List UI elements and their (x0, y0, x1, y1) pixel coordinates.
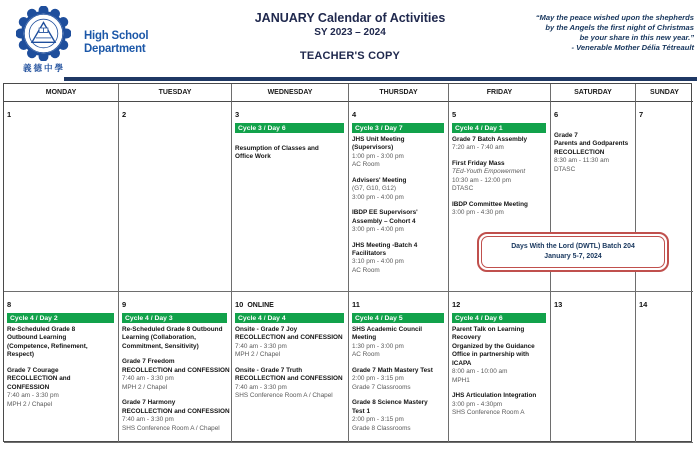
event-line: 3:00 pm - 4:30 pm (452, 209, 504, 217)
spacer (235, 136, 344, 145)
event-line: 3:00 pm - 4:00 pm (352, 193, 404, 201)
day-header-friday: FRIDAY (449, 84, 551, 102)
event-line: IBDP EE Supervisors' (352, 209, 418, 217)
event-line: Organized by the Guidance (452, 342, 535, 350)
day-number: 10 (235, 300, 244, 309)
calendar-cell-11 (349, 292, 449, 443)
calendar-cell-10 (232, 292, 349, 443)
quote-line-3: be your share in this new year.” (579, 33, 694, 43)
event-line: SHS Conference Room A / Chapel (122, 424, 220, 432)
event-line: MPH 2 / Chapel (122, 383, 168, 391)
event-entry (122, 358, 230, 392)
event-line: Office Work (235, 153, 271, 161)
day-line (452, 104, 546, 122)
day-number: 13 (554, 300, 563, 309)
calendar-cell-1 (4, 102, 119, 292)
event-entry (352, 326, 444, 360)
event-line: AC Room (352, 266, 380, 274)
dwtl-note-box (477, 232, 669, 272)
day-header-wednesday: WEDNESDAY (232, 84, 349, 102)
event-line: 2:00 pm - 3:15 pm (352, 416, 404, 424)
day-number: 7 (639, 110, 644, 119)
school-name-chinese: 義德中學 (22, 63, 65, 73)
event-line: ICAPA (452, 359, 472, 367)
quote-line-1: “May the peace wished upon the shepherds (535, 13, 694, 22)
calendar-cell-14 (636, 292, 693, 443)
event-line: Grade 7 Batch Assembly (452, 136, 528, 143)
event-entry (7, 367, 114, 409)
event-line: Grade 8 Science Mastery (352, 399, 428, 407)
event-entry (452, 136, 546, 153)
day-line (235, 294, 344, 312)
event-line: Test 1 (352, 407, 370, 415)
school-year: SY 2023 – 2024 (314, 27, 386, 38)
title-block (190, 11, 510, 62)
day-header-tuesday: TUESDAY (119, 84, 232, 102)
day-number: 9 (122, 300, 127, 309)
day-header-sunday: SUNDAY (636, 84, 693, 102)
event-line: 7:40 am - 3:30 pm (235, 342, 287, 350)
calendar-cell-3 (232, 102, 349, 292)
event-line: Parents and Godparents (554, 140, 629, 148)
school-seal-icon (16, 6, 71, 61)
event-line: Office in partnership with (452, 351, 530, 359)
copy-label: TEACHER'S COPY (299, 50, 401, 62)
event-line: 7:40 am - 3:30 pm (122, 375, 174, 383)
event-line: JHS Meeting -Batch 4 (352, 241, 418, 249)
event-line: DTASC (554, 165, 576, 173)
day-number: 6 (554, 110, 559, 119)
event-entry (554, 132, 631, 174)
event-line: Facilitators (352, 249, 387, 257)
event-entry (352, 242, 444, 276)
event-line: Grade 7 Freedom (122, 358, 175, 366)
cycle-day-banner: Cycle 4 / Day 4 (235, 313, 344, 323)
event-line: RECOLLECTION (554, 148, 605, 156)
event-line: Commitment, Sensitivity) (122, 342, 199, 350)
day-number: 2 (122, 110, 127, 119)
dwtl-note-line1: Days With the Lord (DWTL) Batch 204 (511, 243, 635, 251)
quote-line-2: by the Angels the first night of Christmas (545, 23, 694, 33)
event-line: AC Room (352, 351, 380, 359)
event-line: SHS Conference Room A / Chapel (235, 392, 333, 400)
event-line: 3:00 pm - 4:00 pm (352, 226, 404, 234)
event-entry (235, 367, 344, 401)
event-line: 7:40 am - 3:30 pm (235, 383, 287, 391)
event-line: AC Room (352, 161, 380, 169)
calendar-cell-12 (449, 292, 551, 443)
event-line: Recovery (452, 334, 481, 342)
event-line: RECOLLECTION and CONFESSION (122, 407, 230, 415)
event-line: 2:00 pm - 3:15 pm (352, 375, 404, 383)
dwtl-note-line2: January 5-7, 2024 (544, 253, 602, 260)
event-line: Outbound Learning (7, 334, 67, 342)
calendar-cell-9 (119, 292, 232, 443)
event-line: 8:30 am - 11:30 am (554, 157, 609, 165)
event-line: TEd-Youth Empowerment (452, 168, 526, 176)
day-header-thursday: THURSDAY (349, 84, 449, 102)
cycle-day-banner: Cycle 3 / Day 7 (352, 123, 444, 133)
calendar-cell-13 (551, 292, 636, 443)
event-entry (235, 326, 344, 360)
cycle-day-banner: Cycle 4 / Day 5 (352, 313, 444, 323)
department-line2: Department (84, 40, 146, 55)
event-line: Parent Talk on Learning (452, 326, 525, 333)
quote-attribution: - Venerable Mother Délia Tétreault (571, 43, 694, 53)
day-line (639, 294, 689, 312)
day-line (352, 104, 444, 122)
event-line: 1:00 pm - 3:00 pm (352, 152, 404, 160)
event-line: 7:40 am - 3:30 pm (122, 416, 174, 424)
day-number: 1 (7, 110, 12, 119)
day-number: 4 (352, 110, 357, 119)
event-line: 3:10 pm - 4:00 pm (352, 258, 404, 266)
calendar-cell-4 (349, 102, 449, 292)
day-number: 3 (235, 110, 240, 119)
calendar-cell-8 (4, 292, 119, 443)
event-entry (352, 177, 444, 202)
event-line: Grade 7 Courage (7, 366, 59, 374)
header-divider (64, 77, 697, 81)
event-line: 7:40 am - 3:30 pm (7, 392, 59, 400)
event-line: RECOLLECTION and (7, 375, 71, 383)
event-entry (122, 326, 227, 351)
event-line: RECOLLECTION and CONFESSION (235, 375, 343, 383)
event-entry (122, 399, 230, 433)
day-line (7, 294, 114, 312)
event-line: 10:30 am - 12:00 pm (452, 176, 511, 184)
event-entry (7, 326, 114, 360)
event-line: (Competence, Refinement, (7, 342, 88, 350)
calendar-cell-2 (119, 102, 232, 292)
event-line: MPH1 (452, 376, 470, 384)
dwtl-note-inner (481, 236, 665, 268)
day-number: 12 (452, 300, 461, 309)
event-line: Resumption of Classes and (235, 145, 319, 152)
event-line: MPH 2 / Chapel (235, 351, 281, 359)
day-number: 8 (7, 300, 12, 309)
event-line: IBDP Committee Meeting (452, 200, 528, 208)
event-line: Onsite - Grade 7 Truth (235, 366, 303, 374)
cycle-day-banner: Cycle 4 / Day 1 (452, 123, 546, 133)
event-line: SHS Conference Room A (452, 409, 525, 417)
event-line: RECOLLECTION and CONFESSION (122, 366, 230, 374)
cycle-day-banner: Cycle 4 / Day 6 (452, 313, 546, 323)
event-line: 1:30 pm - 3:00 pm (352, 342, 404, 350)
event-entry (352, 209, 444, 234)
event-line: Learning (Collaboration, (122, 334, 196, 342)
day-line (122, 294, 227, 312)
event-line: JHS Unit Meeting (352, 136, 405, 143)
event-line: Re-Scheduled Grade 8 Outbound (122, 326, 223, 333)
event-line: Grade 7 Classrooms (352, 383, 411, 391)
event-entry (452, 201, 546, 218)
event-line: JHS Articulation Integration (452, 392, 537, 400)
event-line: First Friday Mass (452, 159, 505, 167)
event-line: Assembly – Cohort 4 (352, 217, 416, 225)
event-line: SHS Academic Council (352, 326, 423, 333)
event-line: Grade 8 Classrooms (352, 424, 411, 432)
event-line: Onsite - Grade 7 Joy (235, 326, 298, 333)
event-line: 3:00 pm - 4:30pm (452, 400, 503, 408)
cycle-day-banner: Cycle 4 / Day 3 (122, 313, 227, 323)
event-entry (352, 399, 444, 433)
event-line: Grade 7 Harmony (122, 399, 176, 407)
event-entry (452, 160, 546, 194)
spacer (554, 123, 631, 132)
event-line: Grade 7 Math Mastery Test (352, 366, 433, 374)
event-line: 7:20 am - 7:40 am (452, 144, 504, 152)
event-line: Meeting (352, 334, 377, 342)
day-line (235, 104, 344, 122)
day-mode-tag: ONLINE (247, 302, 274, 309)
inspirational-quote (472, 13, 694, 53)
event-line: DTASC (452, 185, 474, 193)
cycle-day-banner: Cycle 4 / Day 2 (7, 313, 114, 323)
event-entry (235, 145, 344, 162)
department-line1: High School (84, 28, 149, 42)
event-entry (352, 136, 444, 170)
day-line (452, 294, 546, 312)
day-number: 14 (639, 300, 648, 309)
day-number: 5 (452, 110, 457, 119)
day-header-monday: MONDAY (4, 84, 119, 102)
event-entry (352, 367, 444, 392)
event-line: MPH 2 / Chapel (7, 400, 53, 408)
event-line: Respect) (7, 351, 34, 359)
cycle-day-banner: Cycle 3 / Day 6 (235, 123, 344, 133)
event-line: CONFESSION (7, 383, 50, 391)
event-line: (G7, G10, G12) (352, 185, 397, 193)
event-line: (Supervisors) (352, 144, 394, 152)
day-line (554, 294, 631, 312)
event-line: Advisers' Meeting (352, 176, 407, 184)
day-number: 11 (352, 300, 360, 309)
event-line: Grade 7 (554, 132, 578, 139)
day-line (639, 104, 689, 122)
day-header-saturday: SATURDAY (551, 84, 636, 102)
event-entry (452, 326, 546, 385)
department-name (84, 29, 148, 54)
day-line (352, 294, 444, 312)
event-line: 8:00 am - 10:00 am (452, 368, 508, 376)
day-line (122, 104, 227, 122)
event-line: Re-Scheduled Grade 8 (7, 326, 76, 333)
page-title: JANUARY Calendar of Activities (254, 11, 446, 25)
event-entry (452, 392, 546, 417)
event-line: RECOLLECTION and CONFESSION (235, 334, 343, 342)
day-line (554, 104, 631, 122)
day-line (7, 104, 114, 122)
